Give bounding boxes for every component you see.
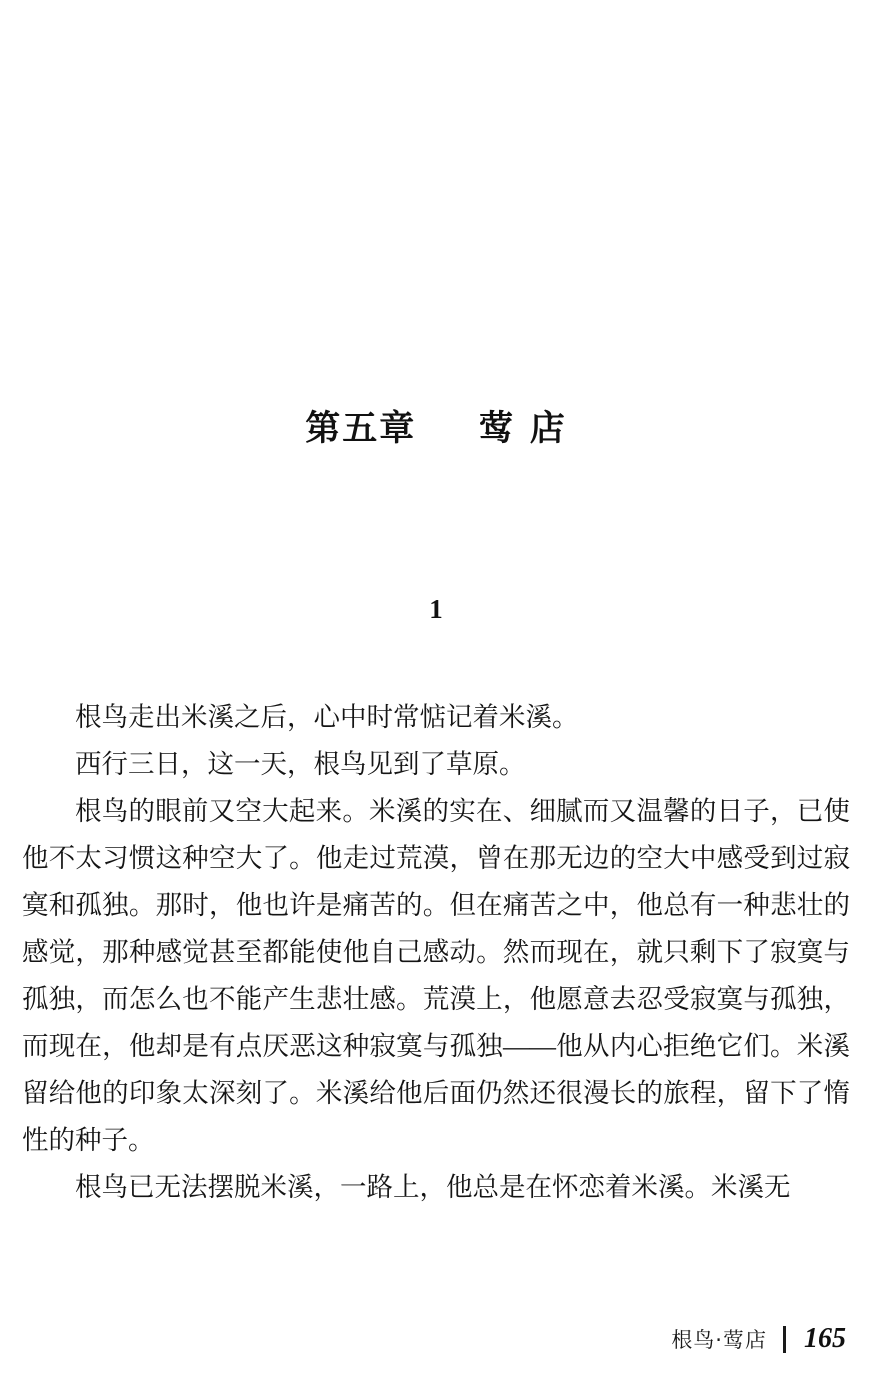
chapter-name: 莺 店 (478, 409, 567, 450)
page-number: 165 (804, 1323, 846, 1354)
running-title: 根鸟·莺店 (671, 1328, 767, 1352)
body-text (22, 694, 850, 1211)
paragraph: 根鸟的眼前又空大起来。米溪的实在、细腻而又温馨的日子，已使他不太习惯这种空大了。他走过荒漠，曾在那无边的空大中感受到过寂寞和孤独。那时，他也许是痛苦的。但在痛苦之中，他总有一种悲壮的感觉，那种感觉甚至都能使他自己感动。然而现在，就只剩下了寂寞与孤独，而怎么也不能产生悲壮感。荒漠上，他愿意去忍受寂寞与孤独，而现在，他却是有点厌恶这种寂寞与孤独——他从内心拒绝它们。米溪留给他的印象太深刻了。米溪给他后面仍然还很漫长的旅程，留下了惰性的种子。 (22, 796, 850, 1155)
chapter-number: 第五章 (305, 409, 417, 450)
chapter-title (0, 401, 872, 451)
section-number: 1 (429, 594, 443, 624)
paragraph: 根鸟已无法摆脱米溪，一路上，他总是在怀恋着米溪。米溪无 (75, 1172, 791, 1202)
paragraph: 西行三日，这一天，根鸟见到了草原。 (75, 749, 526, 779)
footer-divider (783, 1326, 786, 1353)
paragraph: 根鸟走出米溪之后，心中时常惦记着米溪。 (75, 702, 579, 732)
page-footer (671, 1323, 846, 1355)
